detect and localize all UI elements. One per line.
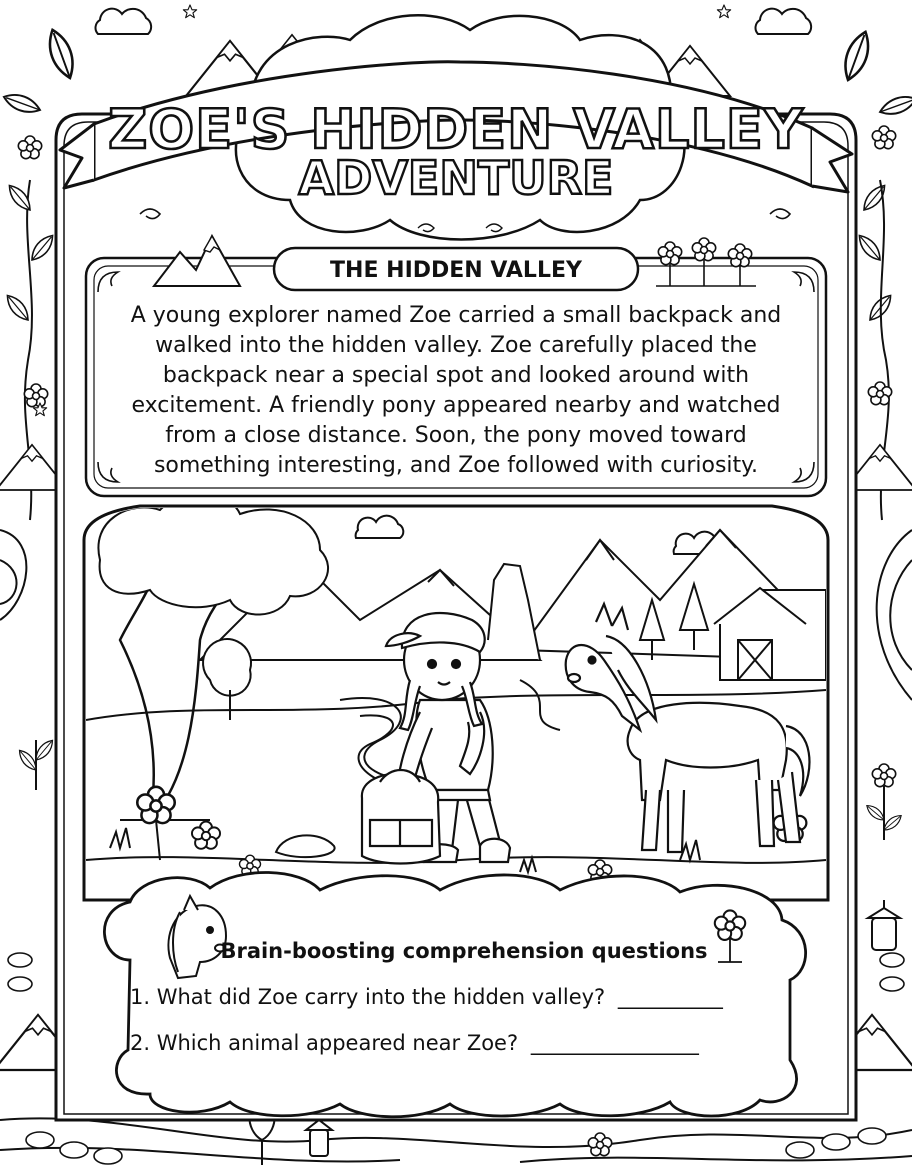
question-1: [130, 985, 723, 1010]
questions-box: [104, 872, 805, 1116]
question-1-blank[interactable]: __________: [617, 985, 723, 1009]
title-line-2: ADVENTURE: [298, 151, 614, 205]
story-line-2: walked into the hidden valley. Zoe carefully placed the: [155, 333, 757, 358]
story-line-5: from a close distance. Soon, the pony moved toward: [165, 423, 747, 448]
question-1-text: 1. What did Zoe carry into the hidden valley?: [130, 985, 606, 1009]
questions-heading: Brain-boosting comprehension questions: [220, 939, 708, 963]
story-line-6: something interesting, and Zoe followed with curiosity.: [153, 453, 759, 478]
question-2: [130, 1031, 699, 1056]
story-line-4: excitement. A friendly pony appeared nearby and watched: [131, 393, 781, 418]
title-line-1: ZOE'S HIDDEN VALLEY: [108, 98, 804, 161]
story-box: [86, 236, 826, 496]
question-2-blank[interactable]: ________________: [530, 1031, 699, 1055]
story-line-1: A young explorer named Zoe carried a small backpack and: [130, 303, 782, 328]
story-heading: THE HIDDEN VALLEY: [330, 258, 582, 283]
story-line-3: backpack near a special spot and looked around with: [162, 363, 750, 388]
question-2-text: 2. Which animal appeared near Zoe?: [130, 1031, 519, 1055]
backpack: [362, 770, 440, 864]
scene-illustration: [84, 495, 828, 900]
